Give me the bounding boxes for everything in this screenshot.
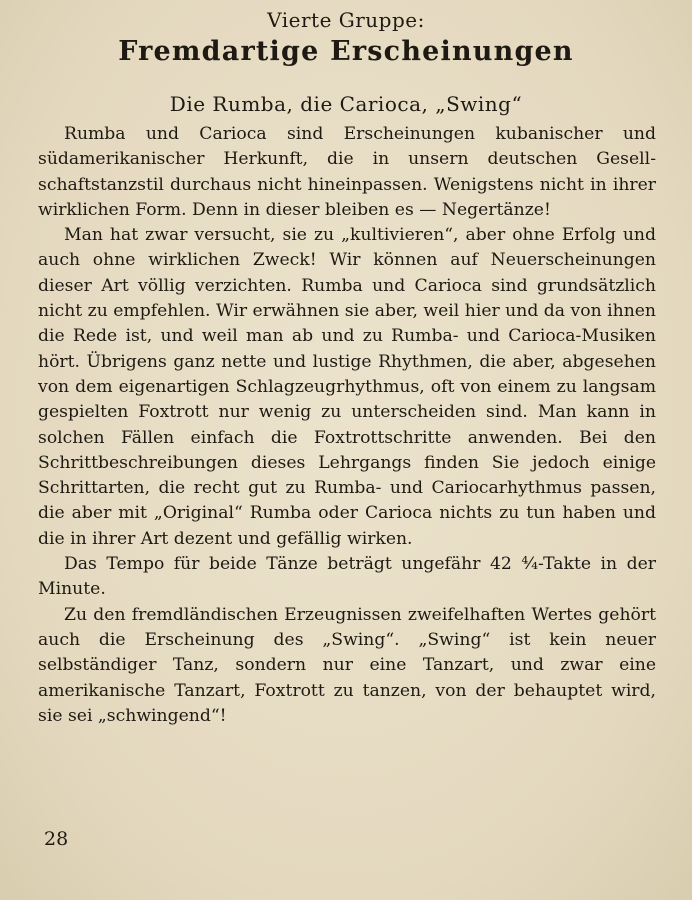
group-label: Vierte Gruppe: (267, 8, 425, 32)
paragraph-swing: Zu den fremdländischen Erzeugnissen zweifelhaften Wertes gehört auch die Erscheinung des „Swing“. „Swing“ ist kein neuer selbständiger Tanz, sondern nur eine Tanzart, und zwar eine amerikanische Tanzart, Foxtrott zu tanzen, von der behauptet wird, sie sei „schwingend“! (38, 604, 656, 726)
paragraph-cultivation-attempt: Man hat zwar versucht, sie zu „kultivieren“, aber ohne Erfolg und auch ohne wirklichen Zweck! Wir können auf Neuerscheinungen dieser Art völlig verzichten. Rumba und Carioca sind grundsätzlich nicht zu empfehlen. Wir erwähnen sie aber, weil hier und da von ihnen die Rede ist, und weil man ab und zu Rumba- und Carioca-Musiken hört. Übrigens ganz nette und lustige Rhythmen, die aber, abgesehen von dem eigenartigen Schlagzeugrhythmus, oft von einem zu langsam gespielten Foxtrott nur wenig zu unterscheiden sind. Man kann in solchen Fällen einfach die Foxtrottschritte anwenden. Bei den Schrittbeschreibungen dieses Lehrgangs finden Sie jedoch einige Schrittarten, die recht gut zu Rumba- und Cariocarhythmus passen, die aber mit „Original“ Rumba oder Carioca nichts zu tun haben und die in ihrer Art dezent und gefällig wirken. (38, 225, 656, 549)
chapter-title: Fremdartige Erscheinungen (118, 36, 574, 67)
paragraph-tempo: Das Tempo für beide Tänze beträgt ungefähr 42 ⁴⁄₄-Takte in der Minute. (38, 554, 656, 600)
paragraph-rumba-carioca-origin: Rumba und Carioca sind Erscheinungen kubanischer und südamerikanischer Herkunft, die in unsern deutschen Gesellschaftstanzstil durchaus nicht hineinpassen. Wenigstens nicht in ihrer wirklichen Form. Denn in dieser bleiben es — Negertänze! (38, 124, 656, 220)
page-number: 28 (44, 828, 69, 850)
section-title: Die Rumba, die Carioca, „Swing“ (169, 92, 523, 116)
body-text (38, 122, 656, 729)
